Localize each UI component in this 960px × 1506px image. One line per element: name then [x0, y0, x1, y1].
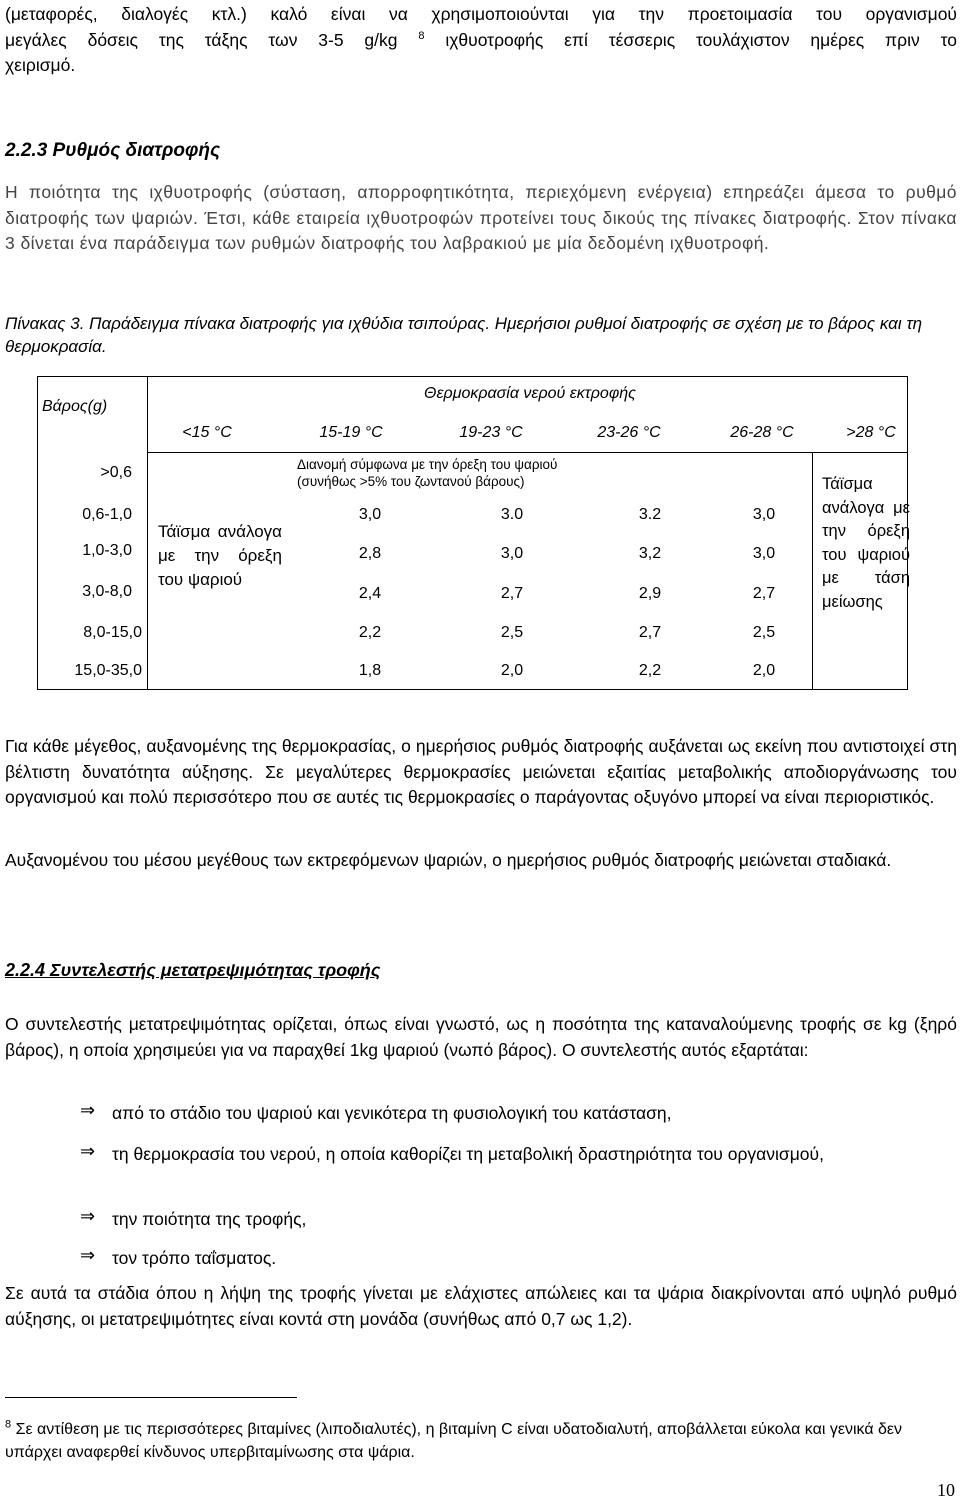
weight-row-3: 1,0-3,0	[82, 542, 132, 559]
after-table-paragraph-2: Αυξανομένου του μέσου μεγέθους των εκτρεφόμενων ψαριών, ο ημερήσιος ρυθμός διατροφής μειώνεται σταδιακά.	[5, 850, 892, 870]
rate-r5-c3: 2,2	[638, 662, 662, 679]
section-2-2-4-paragraph: Ο συντελεστής μετατρεψιμότητας ορίζεται, όπως είναι γνωστό, ως η ποσότητα της καταναλούμενης τροφής σε kg (ξηρό βάρος), η οποία χρησιμεύει για να παραχθεί 1kg ψαριού (νωπό βάρος). Ο συντελεστής αυτός εξαρτάται:	[5, 1014, 957, 1060]
rate-r3-c1: 2,4	[358, 585, 382, 602]
temp-col-2: 15-19 °C	[319, 424, 383, 441]
rate-r3-c4: 2,7	[752, 585, 776, 602]
rate-r4-c4: 2,5	[752, 624, 776, 641]
weight-row-4: 3,0-8,0	[82, 583, 132, 600]
footnote	[5, 1418, 957, 1464]
rate-r5-c4: 2,0	[752, 662, 776, 679]
temp-col-6: >28 °C	[846, 424, 896, 441]
intro-line-1: (μεταφορές, διαλογές κτλ.) καλό είναι να χρησιμοποιούνται για την προετοιμασία του οργανισμού	[5, 4, 957, 24]
low-temp-note: Τάϊσμα ανάλογα με την όρεξη του ψαριού	[158, 522, 282, 589]
bullet-arrow-icon: ⇒	[80, 1206, 96, 1226]
temp-col-3: 19-23 °C	[459, 424, 523, 441]
weight-row-1: >0,6	[100, 464, 132, 481]
temp-col-4: 23-26 °C	[597, 424, 661, 441]
footnote-divider	[5, 1397, 297, 1398]
section-2-2-3-paragraph: Η ποιότητα της ιχθυοτροφής (σύσταση, απορροφητικότητα, περιεχόμενη ενέργεια) επηρεάζει άμεσα το ρυθμό διατροφής των ψαριών. Έτσι, κάθε εταιρεία ιχθυοτροφών προτείνει τους δικούς της πίνακες διατροφής. Στον πίνακα 3 δίνεται ένα παράδειγμα των ρυθμών διατροφής του λαβρακιού με μία δεδομένη ιχθυοτροφή.	[5, 182, 957, 253]
temp-col-1: <15 °C	[182, 424, 232, 441]
appetite-note-line-1: Διανομή σύμφωνα με την όρεξη του ψαριού	[297, 457, 558, 472]
rate-r4-c2: 2,5	[500, 624, 524, 641]
intro-line-3: χειρισμό.	[5, 55, 76, 75]
rate-r2-c2: 3,0	[500, 545, 524, 562]
intro-line-2	[5, 28, 957, 54]
weight-row-2: 0,6-1,0	[82, 506, 132, 523]
rate-r3-c2: 2,7	[500, 585, 524, 602]
rate-r1-c1: 3,0	[358, 506, 382, 523]
bullet-item-3: την ποιότητα της τροφής,	[112, 1209, 307, 1229]
intro-paragraph	[5, 2, 957, 79]
weight-row-5: 8,0-15,0	[83, 624, 142, 641]
intro-line-2a: μεγάλες δόσεις της τάξης των 3-5 g/kg	[5, 29, 398, 50]
rate-r4-c1: 2,2	[358, 624, 382, 641]
section-heading-2-2-4: 2.2.4 Συντελεστής μετατρεψιμότητας τροφής	[5, 960, 381, 980]
bullet-arrow-icon: ⇒	[80, 1100, 96, 1120]
bullet-arrow-icon: ⇒	[80, 1245, 96, 1265]
table-caption: Πίνακας 3. Παράδειγμα πίνακα διατροφής για ιχθύδια τσιπούρας. Ημερήσιοι ρυθμοί διατροφής σε σχέση με το βάρος και τη θερμοκρασία.	[5, 314, 923, 356]
bullet-arrow-icon: ⇒	[80, 1141, 96, 1161]
section-heading-2-2-3: 2.2.3 Ρυθμός διατροφής	[5, 140, 221, 161]
bullet-item-2: τη θερμοκρασία του νερού, η οποία καθορίζει τη μεταβολική δραστηριότητα του οργανισμού,	[112, 1144, 824, 1164]
rate-r2-c1: 2,8	[358, 545, 382, 562]
footnote-text: Σε αντίθεση με τις περισσότερες βιταμίνες (λιποδιαλυτές), η βιταμίνη C είναι υδατοδιαλυτή, αποβάλλεται εύκολα και γενικά δεν υπάρχει αναφερθεί κίνδυνος υπερβιταμίνωσης στα ψάρια.	[5, 1421, 903, 1461]
after-table-paragraph-1: Για κάθε μέγεθος, αυξανομένης της θερμοκρασίας, ο ημερήσιος ρυθμός διατροφής αυξάνεται ως εκείνη που αντιστοιχεί στη βέλτιστη δυνατότητα αύξησης. Σε μεγαλύτερες θερμοκρασίες μειώνεται εξαιτίας μεταβολικής αποδιοργάνωσης του οργανισμού και πολύ περισσότερο που σε αυτές τις θερμοκρασίες ο παράγοντας οξυγόνο μπορεί να είναι περιοριστικός.	[5, 736, 957, 807]
rate-r1-c3: 3.2	[638, 506, 662, 523]
table-weight-box	[37, 376, 148, 690]
rate-r2-c3: 3,2	[638, 545, 662, 562]
temperature-header: Θερμοκρασία νερού εκτροφής	[424, 385, 636, 402]
temp-col-5: 26-28 °C	[730, 424, 794, 441]
high-temp-note: Τάϊσμα ανάλογα με την όρεξη του ψαριού με τάση μείωσης	[822, 475, 910, 611]
rate-r1-c2: 3.0	[500, 506, 524, 523]
footnote-ref: 8	[418, 29, 425, 42]
intro-line-2b: ιχθυοτροφής επί τέσσερις τουλάχιστον ημέρες πριν το	[445, 29, 957, 50]
section-2-2-4-paragraph-2: Σε αυτά τα στάδια όπου η λήψη της τροφής γίνεται με ελάχιστες απώλειες και τα ψάρια διακρίνονται από υψηλό ρυθμό αύξησης, οι μετατρεψιμότητες είναι κοντά στη μονάδα (συνήθως από 0,7 ως 1,2).	[5, 1283, 957, 1329]
footnote-mark: 8	[5, 1418, 12, 1431]
rate-r3-c3: 2,9	[638, 585, 662, 602]
weight-row-6: 15,0-35,0	[74, 662, 142, 679]
rate-r2-c4: 3,0	[752, 545, 776, 562]
page-number: 10	[937, 1480, 955, 1500]
rate-r1-c4: 3,0	[752, 506, 776, 523]
rate-r4-c3: 2,7	[638, 624, 662, 641]
rate-r5-c1: 1,8	[358, 662, 382, 679]
bullet-item-4: τον τρόπο ταΐσματος.	[112, 1248, 277, 1268]
weight-header: Βάρος(g)	[42, 398, 108, 415]
appetite-note-line-2: (συνήθως >5% του ζωντανού βάρους)	[297, 474, 525, 489]
bullet-item-1: από το στάδιο του ψαριού και γενικότερα τη φυσιολογική του κατάσταση,	[112, 1103, 672, 1123]
rate-r5-c2: 2,0	[500, 662, 524, 679]
